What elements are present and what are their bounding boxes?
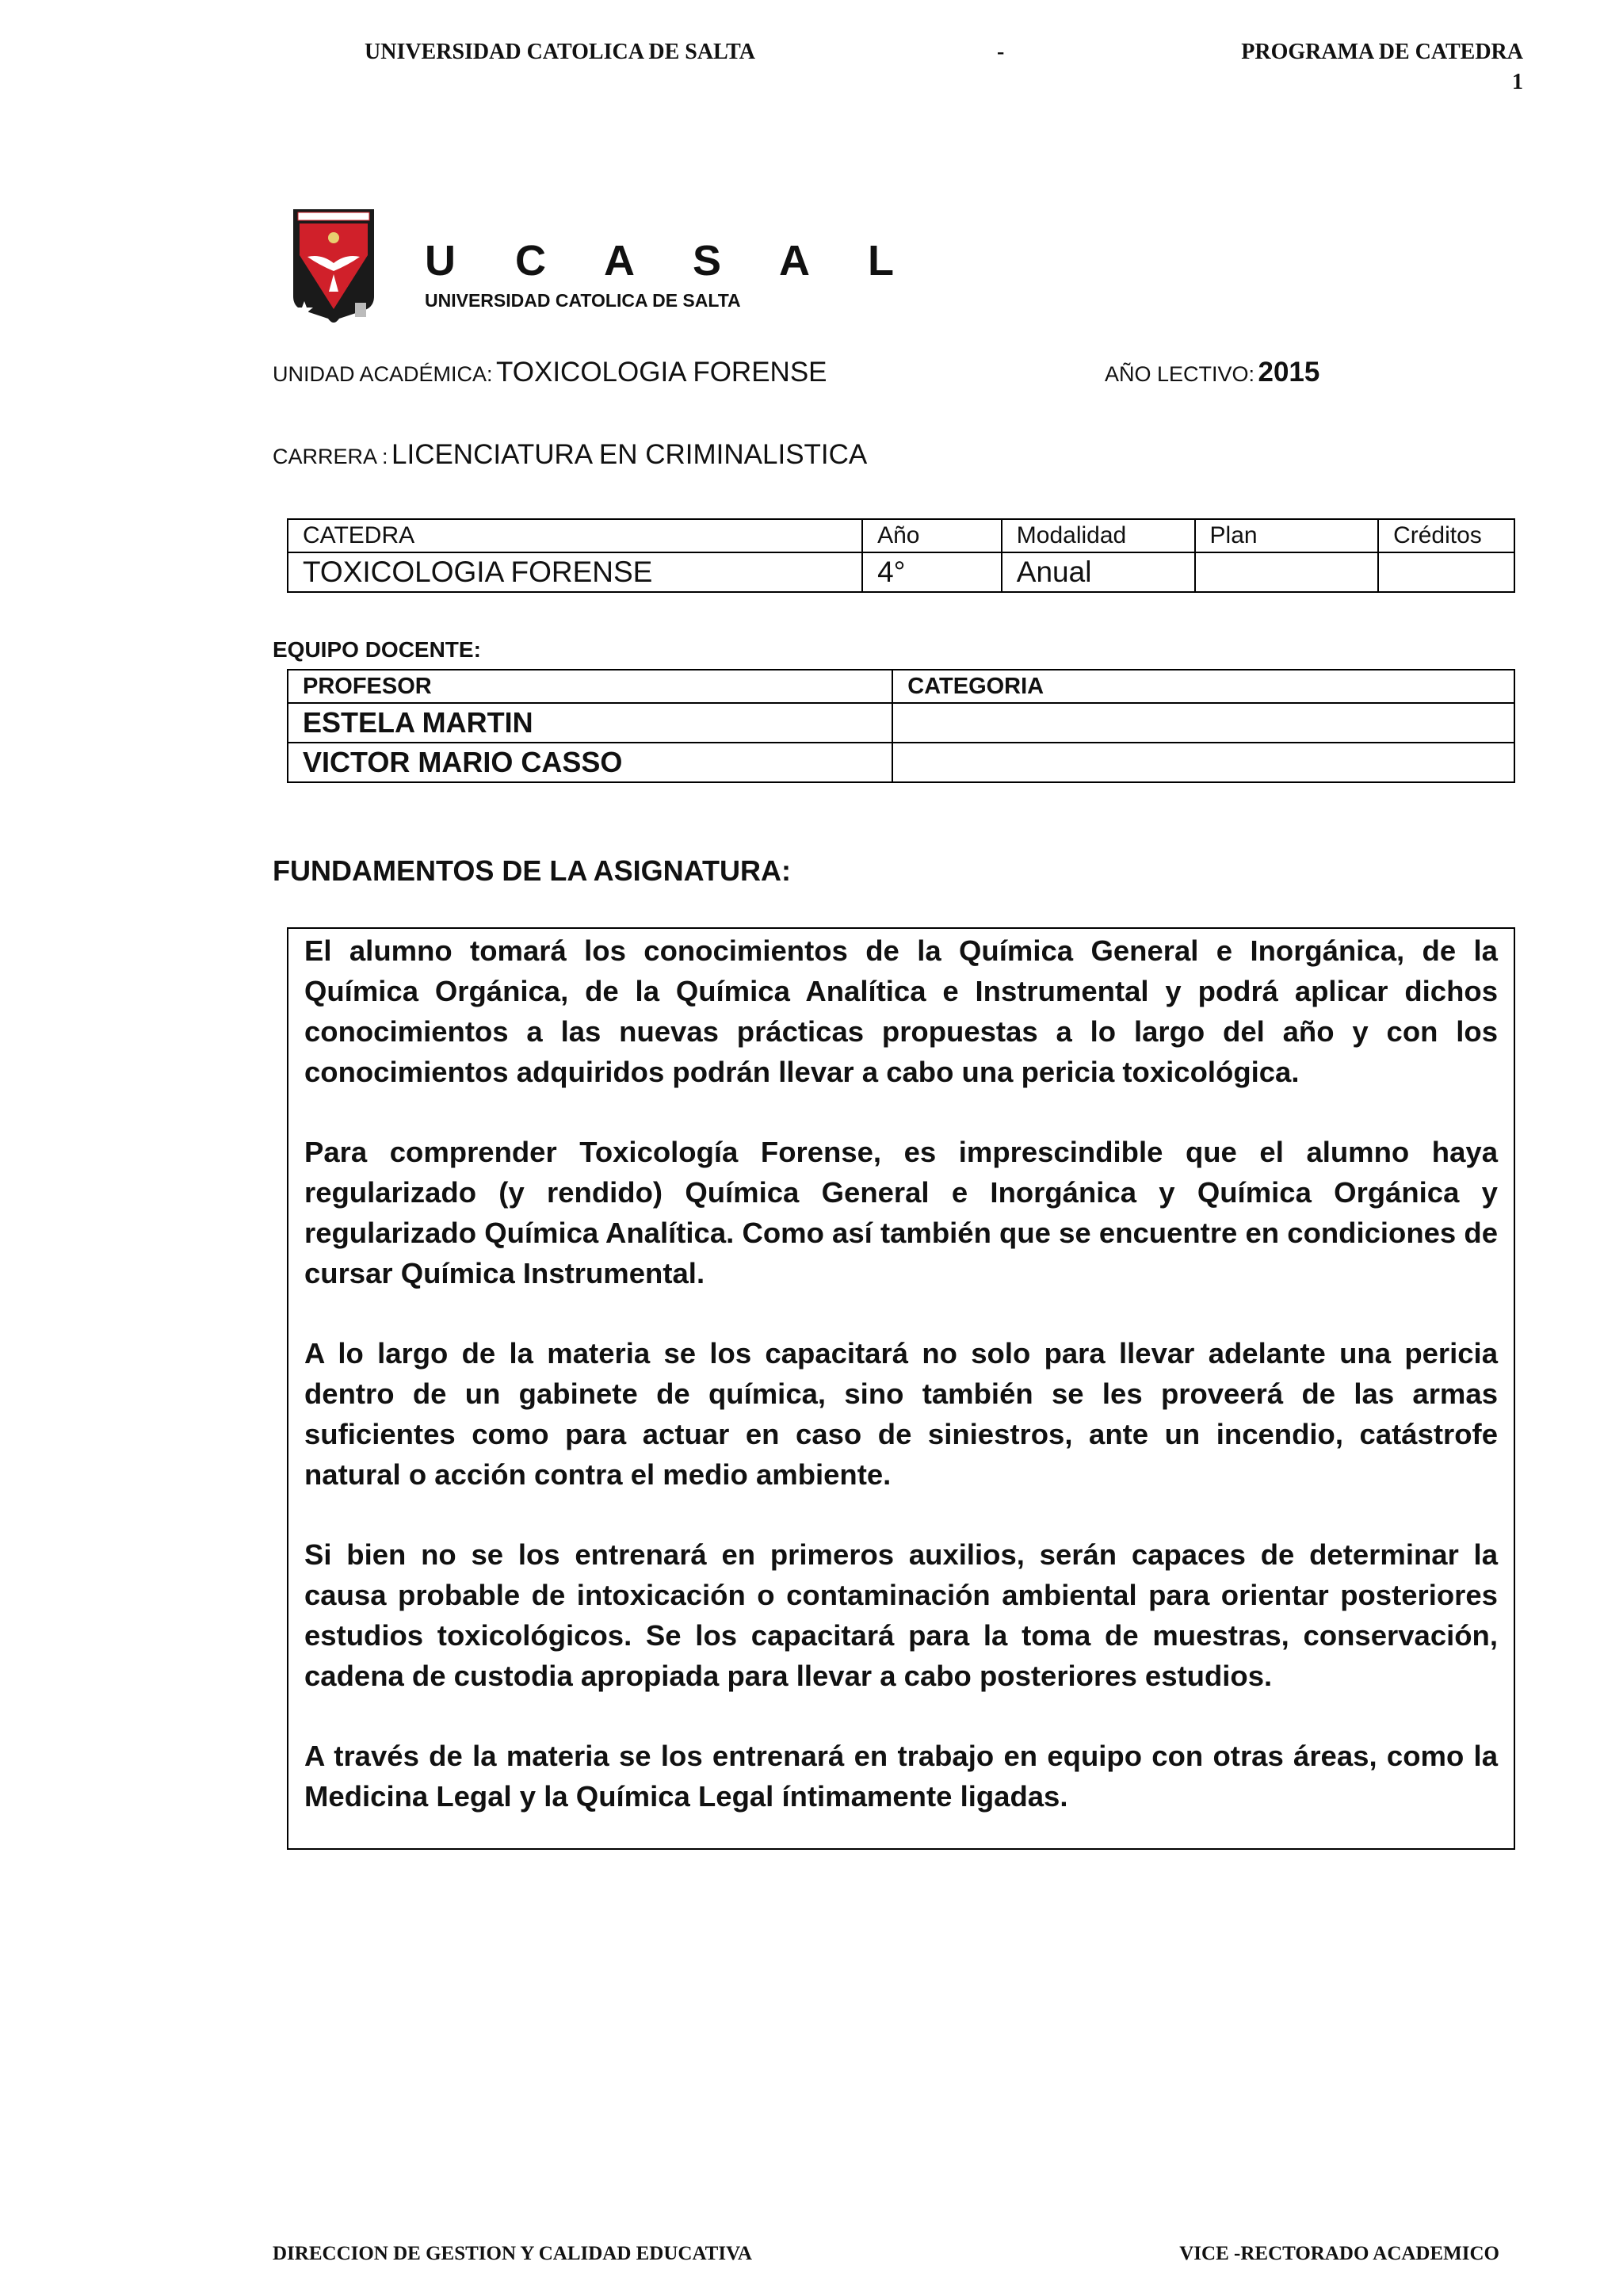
unidad-academica bbox=[273, 357, 827, 388]
equipo-docente-label: EQUIPO DOCENTE: bbox=[273, 637, 481, 662]
header-categoria: CATEGORIA bbox=[892, 670, 1514, 703]
ano-lectivo bbox=[1105, 357, 1319, 388]
header-program: PROGRAMA DE CATEDRA bbox=[1241, 40, 1523, 64]
page-number: 1 bbox=[1512, 70, 1523, 94]
ano-lectivo-label: AÑO LECTIVO: bbox=[1105, 362, 1255, 386]
table-row bbox=[288, 743, 1514, 782]
cell-modalidad: Anual bbox=[1002, 552, 1195, 592]
fundamentos-box bbox=[287, 927, 1515, 1850]
cell-ano: 4° bbox=[862, 552, 1002, 592]
table-header-row bbox=[288, 670, 1514, 703]
fundamentos-paragraph: A lo largo de la materia se los capacitará no solo para llevar adelante una pericia dentro de un gabinete de química, sino también se les proveerá de las armas suficientes como para actuar en caso de siniestros, ante un incendio, catástrofe natural o acción contra el medio ambiente. bbox=[304, 1337, 1498, 1491]
brand-name: U C A S A L bbox=[425, 237, 918, 285]
carrera-label: CARRERA : bbox=[273, 445, 388, 468]
footer-left: DIRECCION DE GESTION Y CALIDAD EDUCATIVA bbox=[273, 2243, 752, 2264]
header-ano: Año bbox=[862, 519, 1002, 552]
cell-categoria bbox=[892, 703, 1514, 743]
carrera-value: LICENCIATURA EN CRIMINALISTICA bbox=[391, 439, 868, 470]
ucasal-shield-logo bbox=[290, 208, 377, 328]
header-creditos: Créditos bbox=[1378, 519, 1514, 552]
cell-profesor: VICTOR MARIO CASSO bbox=[288, 743, 892, 782]
footer-right: VICE -RECTORADO ACADEMICO bbox=[1179, 2243, 1499, 2264]
unidad-academica-value: TOXICOLOGIA FORENSE bbox=[496, 357, 827, 388]
table-header-row bbox=[288, 519, 1514, 552]
unidad-academica-label: UNIDAD ACADÉMICA: bbox=[273, 362, 493, 386]
header-profesor: PROFESOR bbox=[288, 670, 892, 703]
header-modalidad: Modalidad bbox=[1002, 519, 1195, 552]
fundamentos-paragraph: Si bien no se los entrenará en primeros auxilios, serán capaces de determinar la causa probable de intoxicación o contaminación ambiental para orientar posteriores estudios toxicológicos. Se los capacitará para la toma de muestras, conservación, cadena de custodia apropiada para llevar a cabo posteriores estudios. bbox=[304, 1538, 1498, 1692]
header-university: UNIVERSIDAD CATOLICA DE SALTA bbox=[365, 40, 755, 64]
cell-catedra: TOXICOLOGIA FORENSE bbox=[288, 552, 862, 592]
fundamentos-paragraph: Para comprender Toxicología Forense, es imprescindible que el alumno haya regularizado (y rendido) Química General e Inorgánica y Química Orgánica y regularizado Química Analítica. Como así también que se encuentre en condiciones de cursar Química Instrumental. bbox=[304, 1136, 1498, 1289]
cell-plan bbox=[1195, 552, 1379, 592]
fundamentos-paragraph: El alumno tomará los conocimientos de la Química General e Inorgánica, de la Química Orgánica, de la Química Analítica e Instrumental y podrá aplicar dichos conocimientos a las nuevas prácticas propuestas a lo largo del año y con los conocimientos adquiridos podrán llevar a cabo una pericia toxicológica. bbox=[304, 934, 1498, 1088]
ano-lectivo-value: 2015 bbox=[1258, 357, 1320, 388]
carrera bbox=[273, 439, 867, 471]
cell-creditos bbox=[1378, 552, 1514, 592]
catedra-table bbox=[287, 518, 1515, 593]
fundamentos-title: FUNDAMENTOS DE LA ASIGNATURA: bbox=[273, 854, 791, 887]
cell-profesor: ESTELA MARTIN bbox=[288, 703, 892, 743]
table-row bbox=[288, 552, 1514, 592]
fundamentos-paragraph: A través de la materia se los entrenará en trabajo en equipo con otras áreas, como la Medicina Legal y la Química Legal íntimamente ligadas. bbox=[304, 1740, 1498, 1813]
header-plan: Plan bbox=[1195, 519, 1379, 552]
header-catedra: CATEDRA bbox=[288, 519, 862, 552]
brand-subtitle: UNIVERSIDAD CATOLICA DE SALTA bbox=[425, 290, 741, 311]
docentes-table bbox=[287, 669, 1515, 783]
header-separator: - bbox=[997, 40, 1005, 64]
cell-categoria bbox=[892, 743, 1514, 782]
table-row bbox=[288, 703, 1514, 743]
